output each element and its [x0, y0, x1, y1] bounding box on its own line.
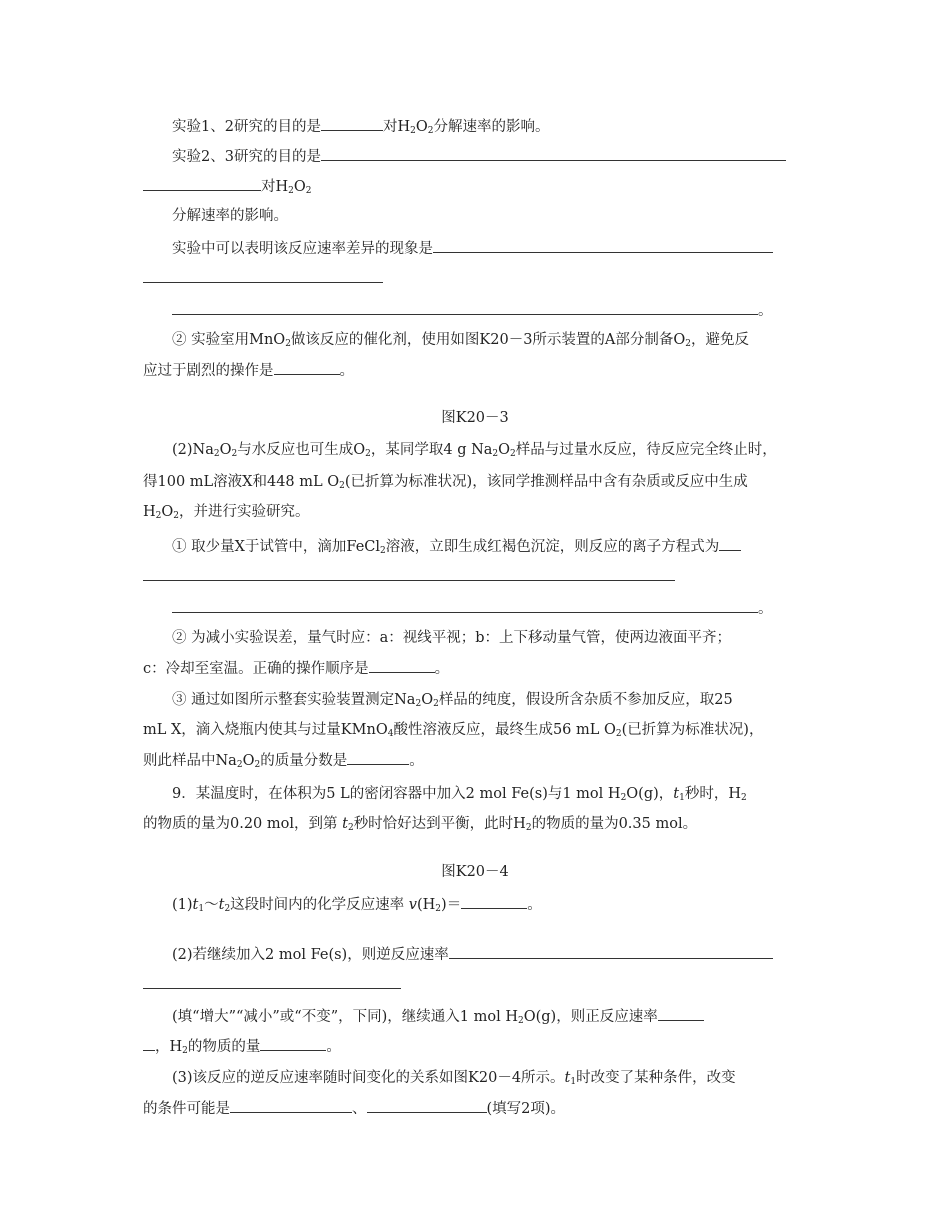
na2o2-intro-line1: $(2)Na_2O_2$与水反应也可生成$O_2$，某同学取4 g $Na_2O_2$样品与过量水反应，待反应完全终止时， — [172, 442, 777, 459]
answer-blank[interactable] — [143, 974, 401, 989]
purity-item-line3: 则此样品中$Na_2O_2$的质量分数是 。 — [143, 750, 424, 771]
answer-blank[interactable] — [143, 176, 261, 191]
figure-caption-k20-4: 图K20－4 — [441, 864, 509, 880]
exp23-purpose-cont-line: 对$H_2O_2$ — [143, 176, 312, 197]
answer-blank[interactable] — [230, 1098, 352, 1113]
phenomenon-line: 实验中可以表明该反应速率差异的现象是 — [172, 238, 773, 259]
answer-blank[interactable] — [719, 536, 741, 551]
na2o2-intro-line2: 得100 mL溶液X和448 mL $O_2$(已折算为标准状况)，该同学推测样品中含有杂质或反应中生成 — [143, 474, 748, 491]
answer-blank[interactable] — [347, 750, 409, 765]
q9-part2-line2: (填“增大”“减小”或“不变”，下同)，继续通入1 mol $H_2O(g)$，则正反应速率 — [172, 1006, 704, 1027]
mno2-item-line2: 应过于剧烈的操作是 。 — [143, 360, 354, 381]
answer-blank[interactable] — [143, 566, 675, 581]
answer-blank[interactable] — [369, 658, 435, 673]
exp23-purpose-tail-line: 分解速率的影响。 — [172, 208, 288, 224]
phenomenon-cont-line — [143, 268, 383, 289]
q9-line1: 9．某温度时，在体积为5 L的密闭容器中加入2 mol Fe(s)与1 mol $H_2O(g)$，$t_1$秒时，$H_2$ — [172, 786, 747, 803]
fecl2-item-line2 — [143, 566, 675, 587]
purity-item-line1: ③ 通过如图所示整套实验装置测定$Na_2O_2$样品的纯度，假设所含杂质不参加反应，取25 — [172, 692, 733, 709]
answer-blank[interactable] — [274, 360, 340, 375]
exp23-purpose-line: 实验2、3研究的目的是 — [172, 146, 786, 167]
q9-part2-line3: ，$H_2$的物质的量 。 — [143, 1036, 341, 1057]
answer-blank[interactable] — [449, 944, 773, 959]
phenomenon-end-line: 。 — [172, 300, 773, 321]
na2o2-intro-line3: $H_2O_2$，并进行实验研究。 — [143, 504, 310, 521]
measurement-item-line2: c：冷却至室温。正确的操作顺序是 。 — [143, 658, 449, 679]
answer-blank[interactable] — [321, 116, 383, 131]
figure-caption-k20-3: 图K20－3 — [441, 410, 509, 426]
answer-blank[interactable] — [321, 146, 786, 161]
answer-blank[interactable] — [433, 238, 773, 253]
purity-item-line2: mL X，滴入烧瓶内使其与过量KMnO$_4$酸性溶液反应，最终生成56 mL $O_2$(已折算为标准状况)， — [143, 722, 764, 739]
q9-part2-line1: (2)若继续加入2 mol Fe(s)，则逆反应速率 — [172, 944, 773, 965]
measurement-item-line1: ② 为减小实验误差，量气时应：a：视线平视；b：上下移动量气管，使两边液面平齐； — [172, 630, 732, 646]
fecl2-item-line3: 。 — [172, 598, 773, 619]
q9-part2-line1-cont — [143, 974, 401, 995]
answer-blank[interactable] — [461, 894, 527, 909]
answer-blank[interactable] — [172, 598, 758, 613]
answer-blank[interactable] — [260, 1036, 326, 1051]
q9-part3-line2: 的条件可能是 、 (填写2项)。 — [143, 1098, 565, 1119]
answer-blank[interactable] — [172, 300, 758, 315]
q9-part3-line1: (3)该反应的逆反应速率随时间变化的关系如图K20－4所示。$t_1$时改变了某种条件，改变 — [172, 1070, 736, 1087]
answer-blank[interactable] — [143, 268, 383, 283]
fecl2-item-line1: ① 取少量X于试管中，滴加FeCl$_2$溶液，立即生成红褐色沉淀，则反应的离子方程式为 — [172, 536, 741, 557]
answer-blank[interactable] — [367, 1098, 487, 1113]
answer-blank[interactable] — [143, 1036, 155, 1051]
q9-part1-line: $(1)t_1\sim t_2$这段时间内的化学反应速率 $v(H_2)=$ 。 — [172, 894, 542, 915]
q9-line2: 的物质的量为0.20 mol，到第 $t_2$秒时恰好达到平衡，此时$H_2$的物质的量为0.35 mol。 — [143, 816, 698, 833]
exp12-purpose-line: 实验1、2研究的目的是 对$H_2O_2$分解速率的影响。 — [172, 116, 549, 137]
answer-blank[interactable] — [658, 1006, 704, 1021]
mno2-item-line1: ② 实验室用MnO$_2$做该反应的催化剂，使用如图K20－3所示装置的A部分制备$O_2$，避免反 — [172, 332, 750, 349]
